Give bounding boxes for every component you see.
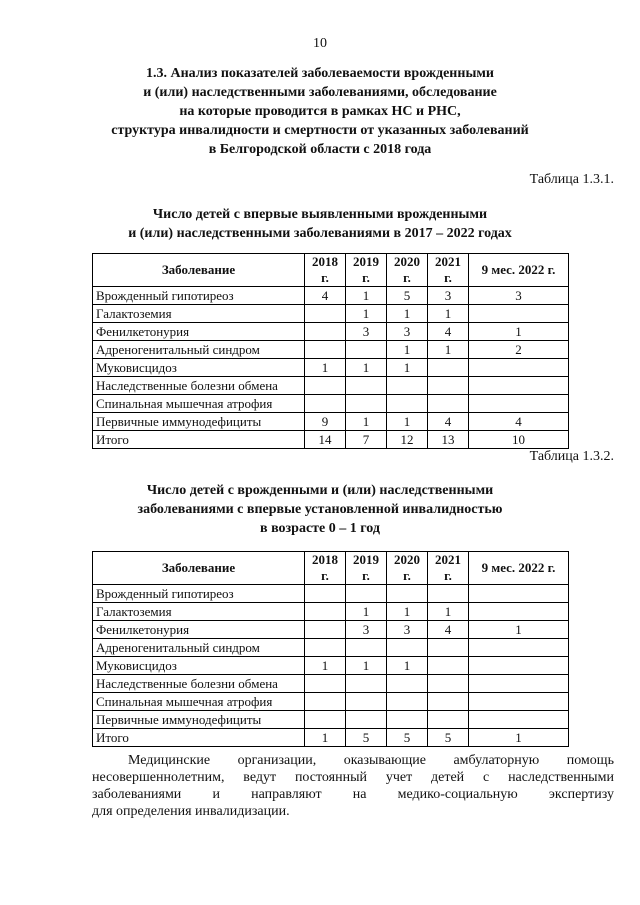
paragraph-word: на	[352, 787, 367, 802]
paragraph-line	[92, 803, 614, 820]
body-paragraph	[92, 752, 614, 820]
table2-caption	[60, 481, 580, 538]
table-cell: 4	[305, 287, 346, 305]
table-cell	[387, 377, 428, 395]
table-cell: 1	[428, 341, 469, 359]
table-cell	[346, 395, 387, 413]
table-cell	[469, 639, 569, 657]
table-cell	[387, 693, 428, 711]
table-cell	[387, 675, 428, 693]
paragraph-word: экспертизу	[548, 787, 614, 802]
row-label: Галактоземия	[93, 603, 305, 621]
table-cell	[305, 395, 346, 413]
table-cell	[346, 693, 387, 711]
table-cell	[305, 377, 346, 395]
table-cell: 5	[387, 729, 428, 747]
paragraph-word: организации,	[237, 753, 317, 768]
table-cell	[428, 395, 469, 413]
paragraph-word: несовершеннолетним,	[92, 770, 225, 785]
paragraph-word: детей	[431, 770, 465, 785]
paragraph-word: амбулаторную	[453, 753, 540, 768]
table-cell: 1	[305, 359, 346, 377]
paragraph-line	[92, 786, 614, 803]
table-cell	[305, 585, 346, 603]
table-row	[93, 359, 569, 377]
column-header: 2018 г.	[305, 254, 346, 287]
table-cell	[305, 621, 346, 639]
page-number: 10	[313, 36, 327, 51]
column-header: 2020 г.	[387, 254, 428, 287]
row-label: Итого	[93, 729, 305, 747]
row-label: Адреногенитальный синдром	[93, 341, 305, 359]
table-cell	[469, 711, 569, 729]
table-cell	[305, 639, 346, 657]
table-cell: 1	[469, 323, 569, 341]
table-cell	[305, 711, 346, 729]
column-header: 2018 г.	[305, 552, 346, 585]
table-cell: 1	[346, 603, 387, 621]
table-cell: 1	[428, 305, 469, 323]
table1-label: Таблица 1.3.1.	[529, 172, 614, 187]
table-row	[93, 711, 569, 729]
row-label: Муковисцидоз	[93, 657, 305, 675]
section-heading	[60, 64, 580, 159]
row-label: Спинальная мышечная атрофия	[93, 395, 305, 413]
row-label: Фенилкетонурия	[93, 323, 305, 341]
table-header-row	[93, 552, 569, 585]
table-cell	[305, 603, 346, 621]
table-cell: 1	[346, 359, 387, 377]
table-cell	[387, 585, 428, 603]
caption-line: в возрасте 0 – 1 год	[260, 521, 380, 536]
table-cell: 5	[428, 729, 469, 747]
table-row	[93, 675, 569, 693]
caption-line: Число детей с впервые выявленными врожденными	[152, 207, 488, 222]
table-cell	[346, 585, 387, 603]
table-cell: 14	[305, 431, 346, 449]
table-cell	[305, 305, 346, 323]
table-cell	[346, 341, 387, 359]
table2	[92, 551, 569, 747]
row-label: Итого	[93, 431, 305, 449]
heading-line: структура инвалидности и смертности от указанных заболеваний	[111, 123, 529, 138]
paragraph-word: учет	[385, 770, 413, 785]
table-cell	[428, 359, 469, 377]
table-cell: 5	[387, 287, 428, 305]
table-header-row	[93, 254, 569, 287]
heading-line: на которые проводится в рамках НС и РНС,	[179, 104, 461, 119]
table-row	[93, 585, 569, 603]
table-row	[93, 395, 569, 413]
table-cell: 1	[387, 603, 428, 621]
paragraph-line	[92, 769, 614, 786]
table-cell	[305, 675, 346, 693]
table-cell	[469, 585, 569, 603]
table-cell: 1	[469, 729, 569, 747]
table-cell: 1	[387, 657, 428, 675]
table-cell: 3	[387, 323, 428, 341]
row-label: Фенилкетонурия	[93, 621, 305, 639]
table-cell: 1	[346, 657, 387, 675]
column-header: 2020 г.	[387, 552, 428, 585]
table-cell: 1	[428, 603, 469, 621]
table-cell: 1	[305, 729, 346, 747]
table-row	[93, 729, 569, 747]
table-cell	[428, 377, 469, 395]
table-cell	[469, 359, 569, 377]
table-row	[93, 431, 569, 449]
paragraph-word: наследственными	[508, 770, 614, 785]
table-cell: 7	[346, 431, 387, 449]
table-cell: 4	[428, 413, 469, 431]
table-cell	[469, 395, 569, 413]
heading-line: в Белгородской области с 2018 года	[208, 142, 432, 157]
table-cell	[346, 711, 387, 729]
heading-line: 1.3. Анализ показателей заболеваемости врожденными	[146, 66, 494, 81]
table-row	[93, 323, 569, 341]
table-cell: 3	[387, 621, 428, 639]
table-cell	[346, 377, 387, 395]
table-row	[93, 341, 569, 359]
table-cell	[428, 639, 469, 657]
row-label: Муковисцидоз	[93, 359, 305, 377]
table-row	[93, 621, 569, 639]
table-cell	[305, 341, 346, 359]
table-cell	[428, 675, 469, 693]
table-cell	[428, 693, 469, 711]
table-cell: 1	[346, 287, 387, 305]
paragraph-word: постоянный	[294, 770, 367, 785]
column-header: 9 мес. 2022 г.	[469, 552, 569, 585]
table-cell	[428, 711, 469, 729]
table-cell: 1	[305, 657, 346, 675]
table-row	[93, 413, 569, 431]
paragraph-word: с	[483, 770, 490, 785]
paragraph-word: заболеваниями	[92, 787, 182, 802]
table2-label: Таблица 1.3.2.	[529, 449, 614, 464]
table-cell: 1	[346, 413, 387, 431]
row-label: Врожденный гипотиреоз	[93, 287, 305, 305]
row-label: Врожденный гипотиреоз	[93, 585, 305, 603]
table-cell	[305, 323, 346, 341]
table-cell: 1	[387, 359, 428, 377]
paragraph-word: направляют	[251, 787, 322, 802]
table1-caption	[60, 205, 580, 243]
table-row	[93, 657, 569, 675]
table-row	[93, 639, 569, 657]
paragraph-word: оказывающие	[343, 753, 427, 768]
caption-line: и (или) наследственными заболеваниями в 2017 – 2022 годах	[128, 226, 512, 241]
table-cell: 9	[305, 413, 346, 431]
table-cell	[469, 657, 569, 675]
table-cell	[428, 657, 469, 675]
table-cell: 10	[469, 431, 569, 449]
column-header: Заболевание	[93, 254, 305, 287]
table-cell: 3	[346, 621, 387, 639]
paragraph-word: Медицинские	[128, 753, 211, 768]
paragraph-word: ведут	[243, 770, 277, 785]
column-header: 2021 г.	[428, 254, 469, 287]
table-cell	[387, 639, 428, 657]
table-row	[93, 693, 569, 711]
table-cell: 1	[346, 305, 387, 323]
table-row	[93, 305, 569, 323]
table-cell: 1	[469, 621, 569, 639]
row-label: Наследственные болезни обмена	[93, 377, 305, 395]
table-cell: 4	[428, 621, 469, 639]
table-cell	[469, 603, 569, 621]
row-label: Галактоземия	[93, 305, 305, 323]
table-cell: 1	[387, 341, 428, 359]
table-row	[93, 377, 569, 395]
column-header: 2021 г.	[428, 552, 469, 585]
row-label: Спинальная мышечная атрофия	[93, 693, 305, 711]
table-cell: 13	[428, 431, 469, 449]
paragraph-word: и	[212, 787, 220, 802]
column-header: Заболевание	[93, 552, 305, 585]
table-row	[93, 603, 569, 621]
table-cell	[469, 675, 569, 693]
table-cell: 12	[387, 431, 428, 449]
table-cell	[387, 395, 428, 413]
table-cell	[387, 711, 428, 729]
table-cell	[469, 377, 569, 395]
heading-line: и (или) наследственными заболеваниями, обследование	[143, 85, 497, 100]
table-cell: 1	[387, 413, 428, 431]
row-label: Первичные иммунодефициты	[93, 711, 305, 729]
table-cell	[305, 693, 346, 711]
paragraph-word: медико-социальную	[397, 787, 518, 802]
paragraph-word: помощь	[566, 753, 614, 768]
table-cell: 3	[469, 287, 569, 305]
table1	[92, 253, 569, 449]
row-label: Наследственные болезни обмена	[93, 675, 305, 693]
table-cell: 1	[387, 305, 428, 323]
table-row	[93, 287, 569, 305]
table-cell: 3	[346, 323, 387, 341]
column-header: 2019 г.	[346, 552, 387, 585]
table-cell: 5	[346, 729, 387, 747]
caption-line: заболеваниями с впервые установленной инвалидностью	[137, 502, 503, 517]
caption-line: Число детей с врожденными и (или) наследственными	[146, 483, 494, 498]
row-label: Первичные иммунодефициты	[93, 413, 305, 431]
table-cell	[469, 693, 569, 711]
row-label: Адреногенитальный синдром	[93, 639, 305, 657]
column-header: 2019 г.	[346, 254, 387, 287]
table-cell: 4	[428, 323, 469, 341]
table-cell	[428, 585, 469, 603]
table-cell	[346, 675, 387, 693]
paragraph-line	[92, 752, 614, 769]
table-cell: 2	[469, 341, 569, 359]
table-cell: 4	[469, 413, 569, 431]
table-cell: 3	[428, 287, 469, 305]
table-cell	[469, 305, 569, 323]
paragraph-word: для определения инвалидизации.	[92, 804, 290, 819]
table-cell	[346, 639, 387, 657]
column-header: 9 мес. 2022 г.	[469, 254, 569, 287]
